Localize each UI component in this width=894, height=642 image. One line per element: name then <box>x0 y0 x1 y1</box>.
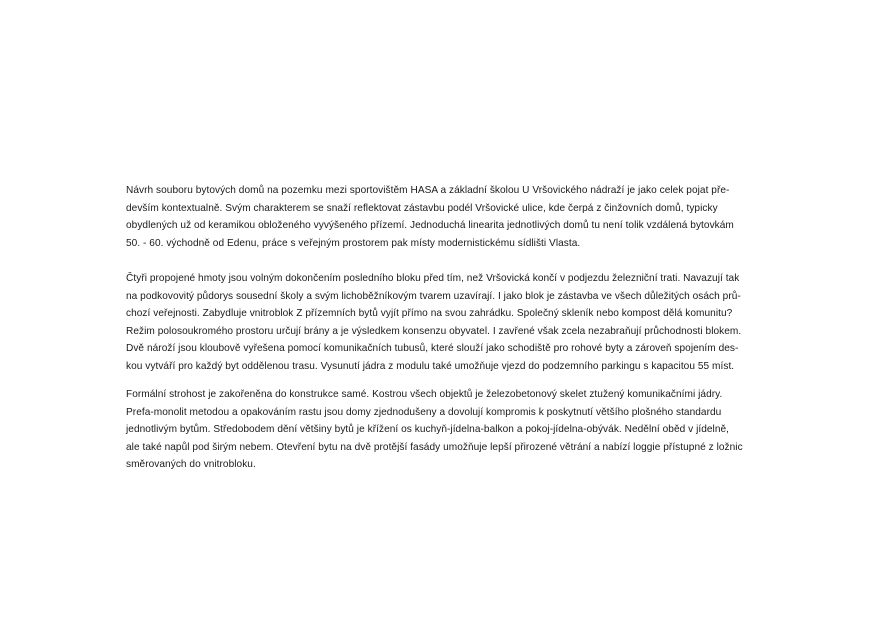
text-line: kou vytváří pro každý byt oddělenou trasu. Vysunutí jádra z modulu také umožňuje vjezd do podzemního parkingu s kapacitou 55 míst. <box>126 360 735 372</box>
text-line: Režim polosoukromého prostoru určují brány a je výsledkem konsenzu obyvatel. I zavřené však zcela nezabraňují průchodnosti blokem. <box>126 325 742 337</box>
text-line: obydlených už od keramikou obloženého vyvýšeného přízemí. Jednoduchá linearita jednotlivých domů tu není tolik vzdálená bytovkám <box>126 220 734 232</box>
paragraph-construction <box>126 386 776 474</box>
paragraph-block-layout <box>126 270 776 376</box>
text-line: na podkovovitý půdorys sousední školy a svým lichoběžníkovým tvarem uzavírají. I jako blok je zástavba ve všech důležitých osách prů- <box>126 290 741 302</box>
text-line: Návrh souboru bytových domů na pozemku mezi sportovištěm HASA a základní školou U Vršovického nádraží je jako celek pojat pře- <box>126 185 730 196</box>
text-line: jednotlivým bytům. Středobodem dění většiny bytů je křížení os kuchyň-jídelna-balkon a pokoj-jídelna-obývák. Nedělní oběd v jídelně, <box>126 424 730 436</box>
text-line: Prefa-monolit metodou a opakováním rastu jsou domy zjednodušeny a dovolují kompromis k poskytnutí většího plošného standardu <box>126 406 722 418</box>
text-line: ale také napůl pod širým nebem. Otevření bytu na dvě protější fasády umožňuje lepší přirozené větrání a nabízí loggie přístupné z ložnic <box>126 441 743 453</box>
text-line: Čtyři propojené hmoty jsou volným dokončením posledního bloku před tím, než Vršovická končí v podjezdu železniční trati. Navazují tak <box>126 273 740 284</box>
text-line: Formální strohost je zakořeněna do konstrukce samé. Kostrou všech objektů je železobetonový skelet ztužený komunikačními jádry. <box>126 389 723 400</box>
paragraph-site-context <box>126 182 776 252</box>
text-line: Dvě nároží jsou kloubově vyřešena pomocí komunikačních tubusů, které slouží jako schodiště pro rohové byty a zároveň spojením des- <box>126 343 739 355</box>
text-line: chozí veřejnosti. Zabydluje vnitroblok Z přízemních bytů vyjít přímo na svou zahrádku. Společný skleník nebo kompost dělá komunitu? <box>126 308 733 320</box>
text-line: 50. - 60. východně od Edenu, práce s veřejným prostorem pak místy modernistickému sídlišti Vlasta. <box>126 237 581 249</box>
text-line: devším kontextualně. Svým charakterem se snaží reflektovat zástavbu podél Vršovické ulice, kde čerpá z činžovních domů, typicky <box>126 202 718 214</box>
text-line: směrovaných do vnitrobloku. <box>126 459 256 471</box>
